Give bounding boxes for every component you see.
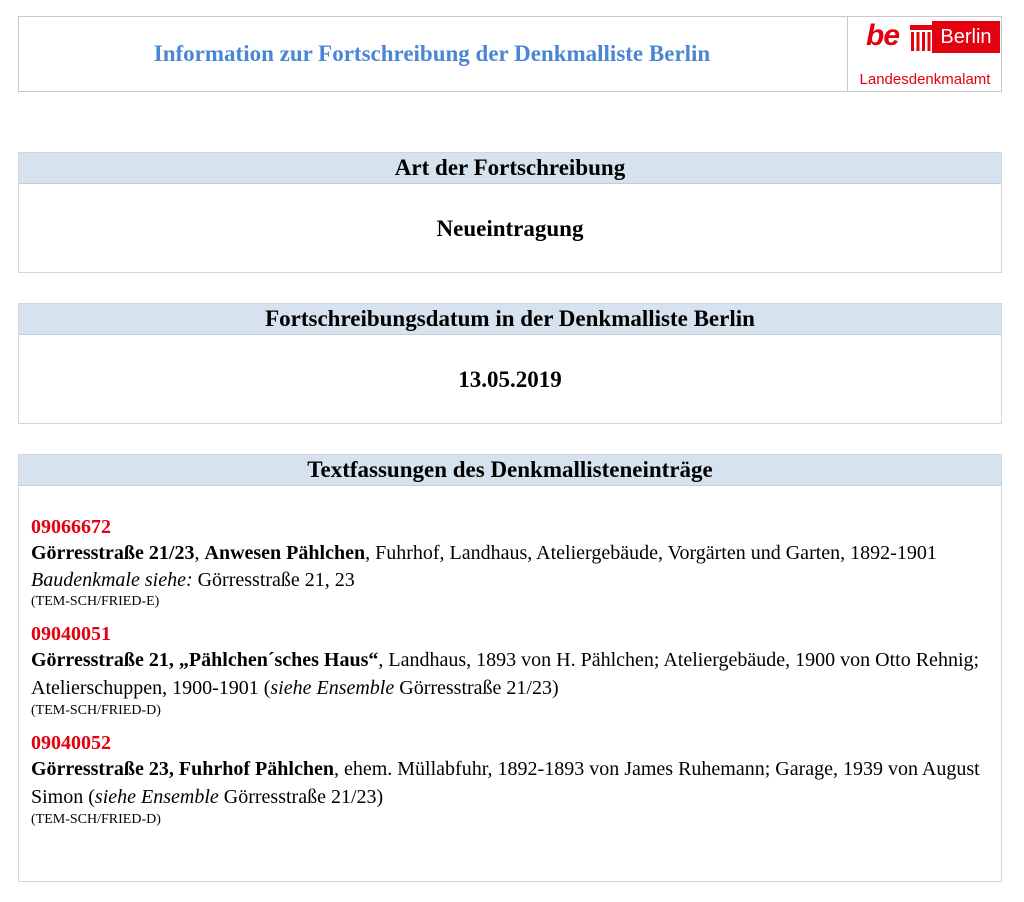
entry-address: Görresstraße 21/23 bbox=[31, 542, 195, 564]
textfassungen-heading: Textfassungen des Denkmallisteneinträge bbox=[19, 455, 1001, 486]
logo-berlin-box: Berlin bbox=[932, 21, 1000, 53]
entry-code: (TEM-SCH/FRIED-D) bbox=[31, 703, 161, 718]
list-item bbox=[31, 622, 989, 720]
datum-section bbox=[18, 303, 1002, 424]
entry-id: 09066672 bbox=[31, 516, 111, 538]
entry-text bbox=[31, 539, 989, 567]
page-title: Information zur Fortschreibung der Denkmalliste Berlin bbox=[153, 41, 711, 66]
ensemble-label: siehe Ensemble bbox=[270, 677, 395, 699]
art-section bbox=[18, 152, 1002, 273]
entry-code: (TEM-SCH/FRIED-E) bbox=[31, 594, 160, 609]
entry-description: , Fuhrhof, Landhaus, Ateliergebäude, Vorgärten und Garten, 1892-1901 bbox=[365, 542, 937, 564]
list-item bbox=[31, 515, 989, 611]
reference-label: Baudenkmale siehe: bbox=[31, 569, 193, 591]
logo-agency-text: Landesdenkmalamt bbox=[859, 71, 991, 88]
entry-address: Görresstraße 21, „Pählchen´sches Haus“ bbox=[31, 649, 379, 671]
datum-heading: Fortschreibungsdatum in der Denkmalliste Berlin bbox=[19, 304, 1001, 335]
berlin-logo bbox=[847, 17, 1001, 91]
entry-separator: , bbox=[194, 542, 205, 564]
ensemble-value: Görresstraße 21/23) bbox=[218, 786, 384, 808]
entry-name: Anwesen Pählchen bbox=[204, 542, 366, 564]
entry-text bbox=[31, 646, 989, 702]
entry-id: 09040052 bbox=[31, 732, 111, 754]
entry-reference bbox=[31, 567, 989, 593]
entry-id: 09040051 bbox=[31, 623, 111, 645]
header-box bbox=[18, 16, 1002, 92]
entries-list bbox=[19, 486, 1001, 829]
logo-be-text: be bbox=[866, 19, 900, 52]
entry-description: , Landhaus, 1893 von H. Pählchen; Ateliergebäude, 1900 von Otto Rehnig; Atelierschuppen, 1900-1901 ( bbox=[31, 649, 980, 699]
entry-description: , ehem. Müllabfuhr, 1892-1893 von James Ruhemann; Garage, 1939 von August Simon ( bbox=[31, 758, 980, 808]
art-value: Neueintragung bbox=[436, 215, 584, 241]
ensemble-value: Görresstraße 21/23) bbox=[394, 677, 559, 699]
datum-value: 13.05.2019 bbox=[458, 366, 562, 392]
ensemble-label: siehe Ensemble bbox=[94, 786, 219, 808]
reference-value: Görresstraße 21, 23 bbox=[192, 569, 355, 591]
art-heading: Art der Fortschreibung bbox=[19, 153, 1001, 184]
list-item bbox=[31, 731, 989, 829]
entry-address: Görresstraße 23, Fuhrhof Pählchen bbox=[31, 758, 334, 780]
entry-text bbox=[31, 755, 989, 811]
entry-code: (TEM-SCH/FRIED-D) bbox=[31, 812, 161, 827]
textfassungen-section bbox=[18, 454, 1002, 882]
brandenburg-gate-icon bbox=[910, 25, 934, 51]
